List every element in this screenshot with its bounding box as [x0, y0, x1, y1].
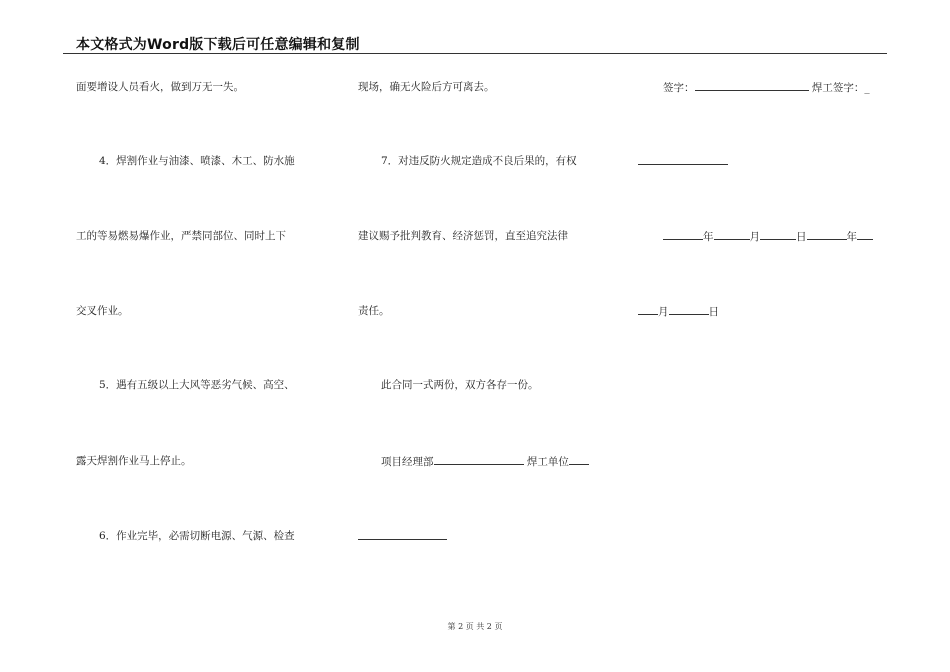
day-blank-2	[669, 304, 709, 315]
col1-line-4: 交叉作业。	[76, 305, 129, 317]
col1-line-3: 工的等易燃易爆作业，严禁同部位、同时上下	[76, 230, 286, 242]
col2-line-3: 建议赐予批判教育、经济惩罚，直至追究法律	[358, 230, 568, 242]
year-blank-2	[807, 229, 847, 240]
day-label-1: 日	[796, 231, 807, 243]
year-label-1: 年	[703, 231, 714, 243]
project-dept-label: 项目经理部	[381, 456, 434, 468]
col2-trailing-blank-line	[358, 529, 447, 544]
header-rule	[63, 53, 887, 54]
welder-sign-tail: _	[864, 82, 870, 94]
month-label-1: 月	[749, 231, 760, 243]
welder-unit-label: 焊工单位	[526, 456, 569, 468]
month-blank-2	[638, 304, 658, 315]
sign-blank	[695, 80, 809, 91]
month-blank-1	[714, 229, 750, 240]
col1-line-5: 5．遇有五级以上大风等恶劣气候、高空、	[99, 379, 295, 391]
col2-line-2: 7．对违反防火规定造成不良后果的，有权	[381, 155, 577, 167]
col1-line-7: 6．作业完毕，必需切断电源、气源、检查	[99, 530, 295, 542]
day-blank-1	[760, 229, 796, 240]
welder-sign-label: 焊工签字：	[811, 82, 865, 94]
col3-date-line-1	[663, 229, 873, 244]
day-label-2: 日	[708, 306, 719, 318]
year-blank-1	[663, 229, 703, 240]
col2-signature-line	[381, 454, 589, 469]
trailing-blank	[358, 529, 447, 540]
sign-label: 签字：	[663, 82, 695, 94]
col2-line-4: 责任。	[358, 305, 390, 317]
document-header-title: 本文格式为Word版下载后可任意编辑和复制	[76, 37, 360, 53]
project-dept-blank	[434, 454, 524, 465]
col1-line-2: 4．焊割作业与油漆、喷漆、木工、防水施	[99, 155, 295, 167]
col3-sign-line	[663, 80, 870, 95]
welder-sign-blank	[638, 154, 728, 165]
year-label-2: 年	[846, 231, 857, 243]
year-tail-blank	[857, 229, 873, 240]
col1-line-1: 面要增设人员看火，做到万无一失。	[76, 81, 244, 93]
welder-unit-blank	[569, 454, 589, 465]
month-label-2: 月	[658, 306, 669, 318]
col2-line-5: 此合同一式两份，双方各存一份。	[381, 379, 539, 391]
page-number: 第 2 页 共 2 页	[447, 622, 503, 631]
col3-date-line-2	[638, 304, 719, 319]
col1-line-6: 露天焊割作业马上停止。	[76, 455, 192, 467]
col3-sign-blank-line	[638, 154, 728, 169]
col2-line-1: 现场，确无火险后方可离去。	[358, 81, 495, 93]
